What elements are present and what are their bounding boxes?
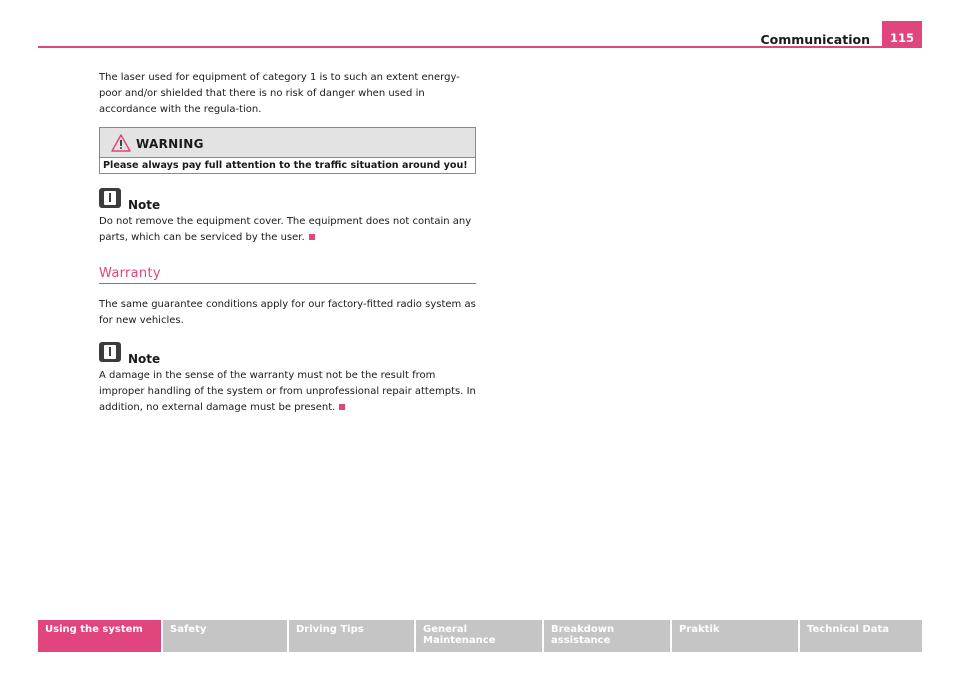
note-text xyxy=(99,214,479,246)
footer-nav xyxy=(38,620,922,652)
warning-triangle-icon xyxy=(111,134,131,152)
footer-tab-praktik[interactable]: Praktik xyxy=(672,620,798,652)
note-text xyxy=(99,368,479,416)
note-icon xyxy=(99,342,121,362)
note-title: Note xyxy=(128,198,161,212)
note-icon xyxy=(99,188,121,208)
footer-tab-safety[interactable]: Safety xyxy=(163,620,287,652)
footer-tab-general-maintenance[interactable]: General Maintenance xyxy=(416,620,542,652)
note-title: Note xyxy=(128,352,161,366)
footer-tab-driving-tips[interactable]: Driving Tips xyxy=(289,620,414,652)
warranty-paragraph: The same guarantee conditions apply for our factory-fitted radio system as for new vehicles. xyxy=(99,299,476,326)
intro-block xyxy=(99,70,476,118)
end-of-section-icon xyxy=(309,234,315,240)
note-text-content: A damage in the sense of the warranty must not be the result from improper handling of the system or from unprofessional repair attempts. In addition, no external damage must be present. xyxy=(99,370,476,413)
page-number: 115 xyxy=(882,21,922,48)
note-text-content: Do not remove the equipment cover. The equipment does not contain any parts, which can be serviced by the user. xyxy=(99,216,472,243)
warning-text: Please always pay full attention to the traffic situation around you! xyxy=(103,160,468,171)
footer-tab-breakdown-assistance[interactable]: Breakdown assistance xyxy=(544,620,670,652)
section-title-warranty: Warranty xyxy=(99,266,161,281)
warning-title: WARNING xyxy=(136,137,204,151)
section-rule xyxy=(99,283,476,284)
warning-header xyxy=(100,128,475,158)
warranty-block xyxy=(99,297,476,329)
chapter-title: Communication xyxy=(760,32,870,47)
footer-tab-technical-data[interactable]: Technical Data xyxy=(800,620,922,652)
footer-tab-using-the-system[interactable]: Using the system xyxy=(38,620,161,652)
end-of-section-icon xyxy=(339,404,345,410)
warning-box xyxy=(99,127,476,174)
intro-paragraph: The laser used for equipment of category 1 is to such an extent energy-poor and/or shielded that there is no risk of danger when used in accordance with the regula-tion. xyxy=(99,72,460,115)
